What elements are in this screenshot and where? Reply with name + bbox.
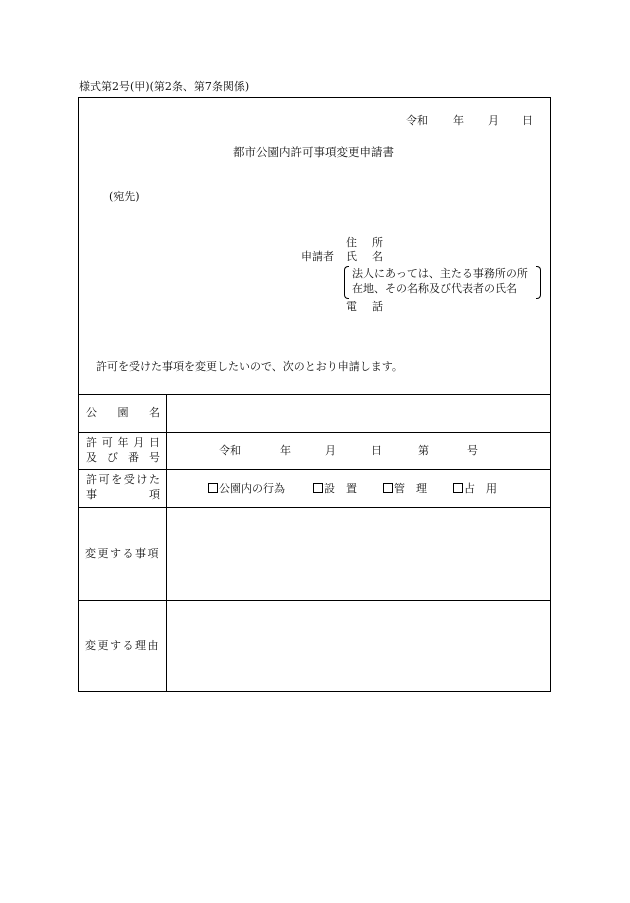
permit-dai: 第 (418, 444, 429, 457)
left-bracket (344, 266, 349, 299)
option-management[interactable]: 管 理 (383, 482, 427, 496)
checkbox-icon[interactable] (383, 483, 393, 493)
permitted-matter-label-line1: 許 可 を 受 け た (86, 473, 160, 486)
corporate-note-line1: 法人にあっては、主たる事務所の所 (352, 267, 528, 280)
change-matter-field[interactable] (168, 509, 549, 598)
change-reason-field[interactable] (168, 602, 549, 690)
date-month: 月 (488, 114, 499, 127)
change-matter-label: 変更する事項 (85, 547, 160, 560)
applicant-name-label: 氏 名 (346, 250, 383, 263)
option-occupancy[interactable]: 占 用 (453, 482, 497, 496)
applicant-label: 申請者 (301, 250, 334, 263)
date-day: 日 (522, 114, 533, 127)
right-bracket (536, 266, 541, 299)
permit-month: 月 (325, 444, 336, 457)
checkbox-icon[interactable] (313, 483, 323, 493)
document-title: 都市公園内許可事項変更申請書 (233, 145, 394, 159)
corporate-note-line2: 在地、その名称及び代表者の氏名 (352, 282, 517, 295)
form-label: 様式第2号(甲)(第2条、第7条関係) (79, 80, 250, 93)
applicant-address-label: 住 所 (346, 236, 383, 249)
option-park-activity[interactable]: 公園内の行為 (208, 482, 285, 496)
date-era: 令和 (406, 114, 428, 127)
option-installation[interactable]: 設 置 (313, 482, 357, 496)
applicant-phone-label: 電 話 (346, 300, 383, 313)
checkbox-icon[interactable] (453, 483, 463, 493)
change-reason-label: 変更する理由 (85, 639, 160, 652)
permit-date-label-line2: 及 び 番 号 (86, 451, 160, 464)
addressee: (宛先) (109, 190, 140, 203)
checkbox-icon[interactable] (208, 483, 218, 493)
permitted-matter-label-line2: 事 項 (86, 488, 160, 501)
permit-date-label-line1: 許 可 年 月 日 (86, 436, 160, 449)
request-statement: 許可を受けた事項を変更したいので、次のとおり申請します。 (96, 360, 403, 373)
permit-year: 年 (280, 444, 291, 457)
permit-era: 令和 (219, 444, 241, 457)
application-form (78, 97, 551, 692)
permit-day: 日 (371, 444, 382, 457)
date-year: 年 (453, 114, 464, 127)
park-name-label: 公 園 名 (86, 406, 160, 419)
permit-go: 号 (467, 444, 478, 457)
